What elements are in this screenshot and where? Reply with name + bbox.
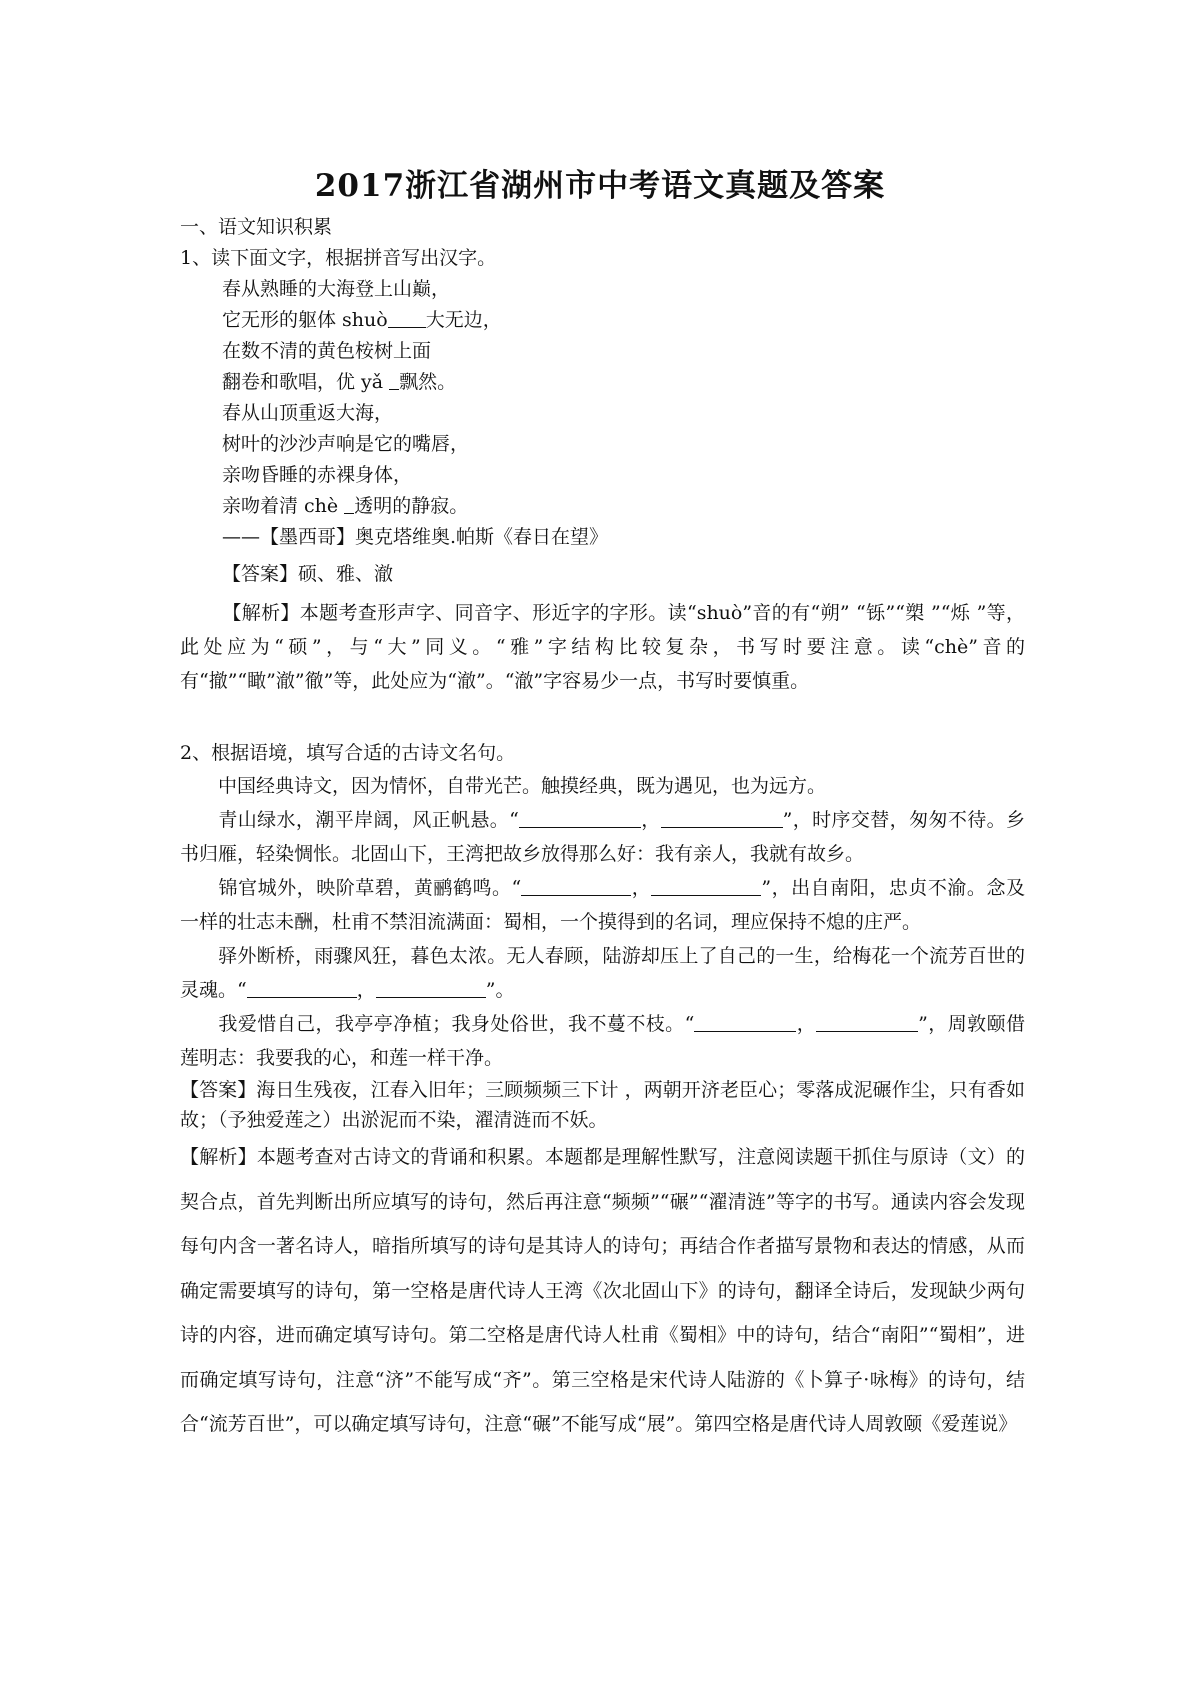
document-body [180,212,1025,1447]
fill-blank [389,371,399,390]
poem-line: 翻卷和歌唱，优 yǎ 飘然。 [222,371,457,393]
section-heading: 一、语文知识积累 [180,216,333,238]
fill-blank [521,875,631,896]
poem-block [180,274,1025,553]
poem-line: 亲吻昏睡的赤裸身体， [222,464,413,486]
poem-line: 树叶的沙沙声响是它的嘴唇， [222,433,470,455]
fill-blank [661,807,783,828]
question-2-paragraph: 锦官城外，映阶草碧，黄鹂鹤鸣。“ ， ”，出自南阳，忠贞不渝。念及一样的壮志未酬，杜甫不禁泪流满面：蜀相，一个摸得到的名词，理应保持不熄的庄严。 [180,877,1025,933]
fill-blank [816,1011,918,1032]
fill-blank [651,875,761,896]
poem-source: ——【墨西哥】奥克塔维奥.帕斯《春日在望》 [222,526,609,548]
fill-blank [388,309,426,328]
question-2-paragraph: 中国经典诗文，因为情怀，自带光芒。触摸经典，既为遇见，也为远方。 [218,775,827,797]
fill-blank [247,977,357,998]
fill-blank [344,495,354,514]
question-2-paragraph: 我爱惜自己，我亭亭净植；我身处俗世，我不蔓不枝。“ ， ”，周敦颐借莲明志：我要我的心，和莲一样干净。 [180,1013,1026,1069]
question-1-analysis: 【解析】本题考查形声字、同音字、形近字的字形。读“shuò”音的有“朔” “铄”“槊 ”“烁 ”等，此处应为“硕”，与“大”同义。“雅”字结构比较复杂，书写时要注意。读“chè”音的有“撤”“瞰”澈”徹”等，此处应为“澈”。“澈”字容易少一点，书写时要慎重。 [180,602,1025,692]
document-title: 2017浙江省湖州市中考语文真题及答案 [314,168,886,204]
question-2-stem: 2、根据语境，填写合适的古诗文名句。 [180,742,516,764]
poem-line: 它无形的躯体 shuò 大无边， [222,309,502,331]
question-2-answer: 【答案】海日生残夜，江春入旧年；三顾频频三下计 ，两朝开济老臣心；零落成泥碾作尘，只有香如故；（予独爱莲之）出淤泥而不染，濯清涟而不妖。 [180,1079,1025,1131]
poem-line: 春从熟睡的大海登上山巅， [222,278,451,300]
poem-line: 春从山顶重返大海， [222,402,394,424]
fill-blank [694,1011,796,1032]
poem-line: 在数不清的黄色桉树上面 [222,340,432,362]
fill-blank [376,977,486,998]
poem-line: 亲吻着清 chè 透明的静寂。 [222,495,469,517]
question-2-paragraph: 驿外断桥，雨骤风狂，暮色太浓。无人春顾，陆游却压上了自己的一生，给梅花一个流芳百世的灵魂。“ ， ”。 [180,945,1025,1001]
question-2-paragraph: 青山绿水，潮平岸阔，风正帆悬。“ ， ”，时序交替，匆匆不待。乡书归雁，轻染惆怅。北固山下，王湾把故乡放得那么好：我有亲人，我就有故乡。 [180,809,1025,865]
question-1-answer: 【答案】硕、雅、澈 [222,563,394,585]
fill-blank [519,807,641,828]
question-1-stem: 1、读下面文字，根据拼音写出汉字。 [180,247,497,269]
question-2-analysis: 【解析】本题考查对古诗文的背诵和积累。本题都是理解性默写，注意阅读题干抓住与原诗（文）的契合点，首先判断出所应填写的诗句，然后再注意“频频”“碾”“濯清涟”等字的书写。通读内容会发现每句内含一著名诗人，暗指所填写的诗句是其诗人的诗句；再结合作者描写景物和表达的情感，从而确定需要填写的诗句，第一空格是唐代诗人王湾《次北固山下》的诗句，翻译全诗后，发现缺少两句诗的内容，进而确定填写诗句。第二空格是唐代诗人杜甫《蜀相》中的诗句，结合“南阳”“蜀相”，进而确定填写诗句，注意“济”不能写成“齐”。第三空格是宋代诗人陆游的《卜算子·咏梅》的诗句，结合“流芳百世”，可以确定填写诗句，注意“碾”不能写成“展”。第四空格是唐代诗人周敦颐《爱莲说》 [180,1146,1025,1435]
